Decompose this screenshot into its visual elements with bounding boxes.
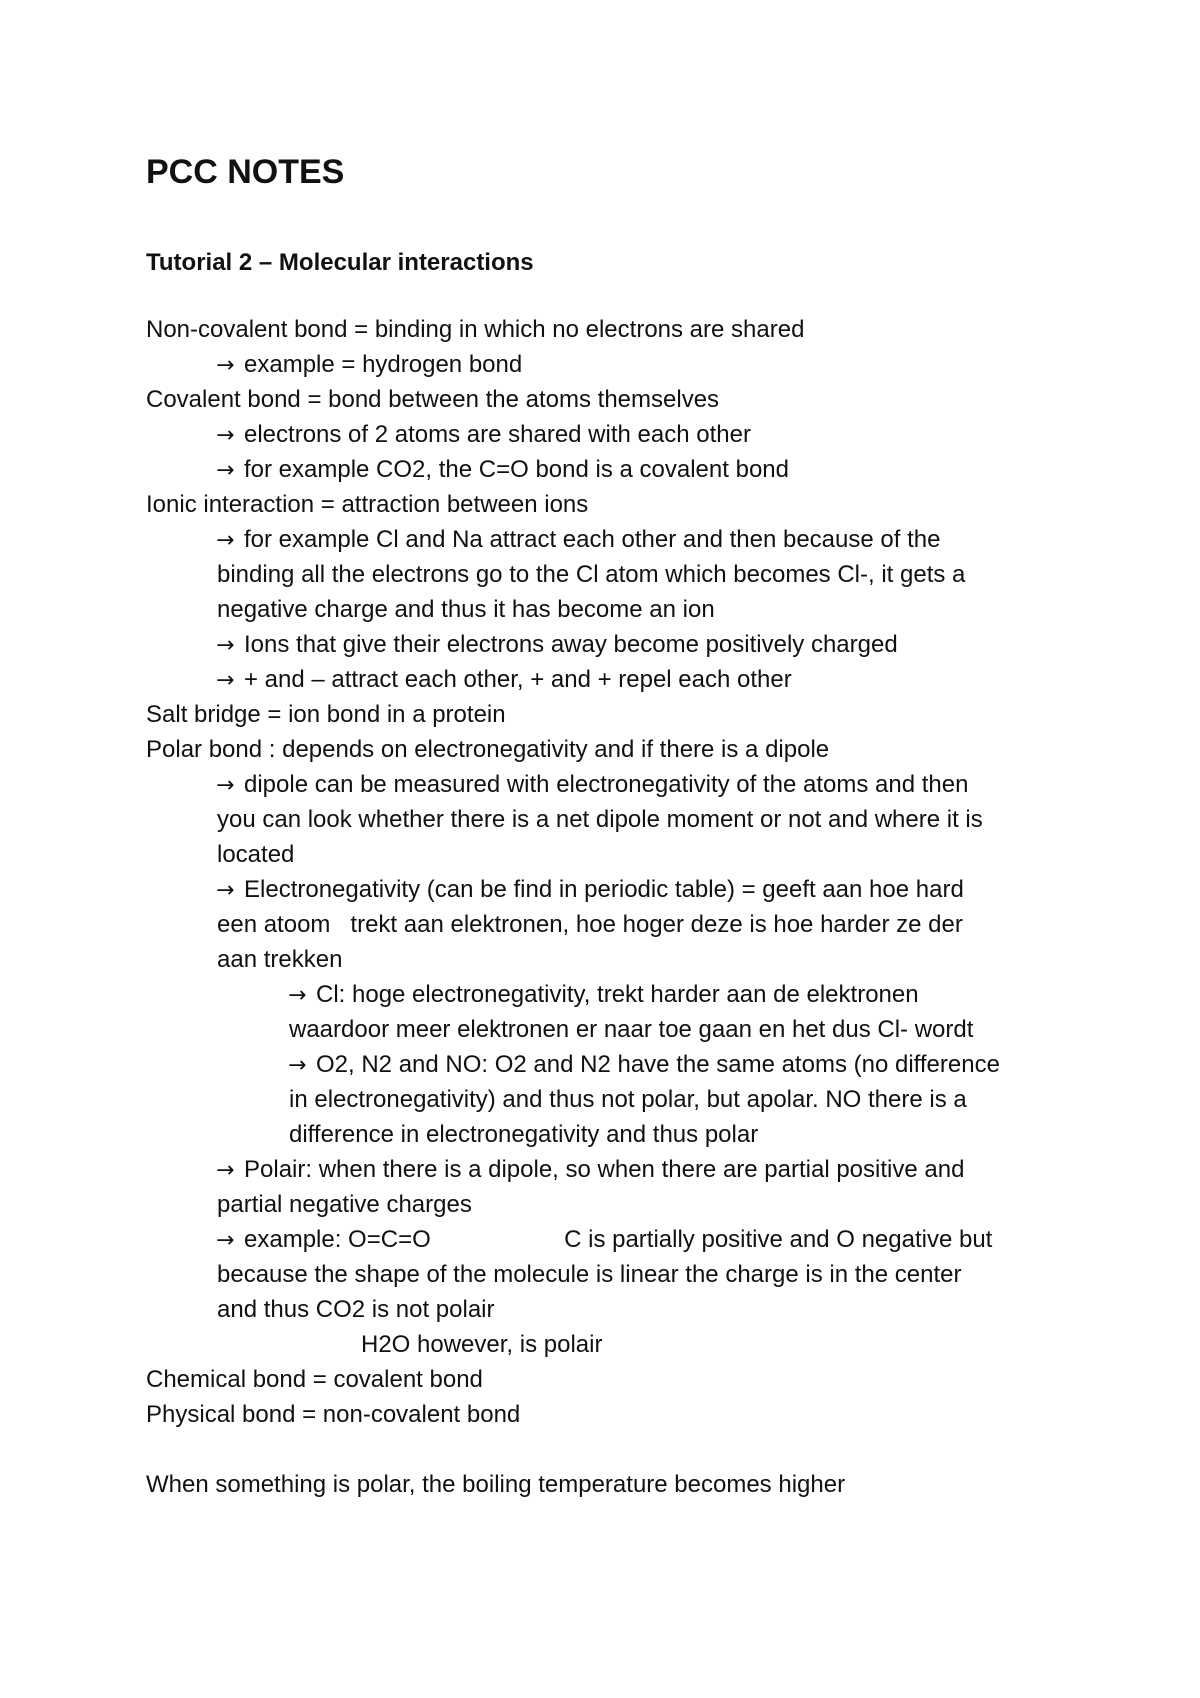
note-line: you can look whether there is a net dipole moment or not and where it is: [217, 806, 983, 833]
note-line: negative charge and thus it has become an ion: [217, 596, 715, 623]
note-line: → for example Cl and Na attract each other and then because of the: [146, 522, 1106, 557]
arrow-icon: →: [216, 1228, 235, 1253]
note-line: Ionic interaction = attraction between ions: [146, 491, 589, 518]
note-line: → O2, N2 and NO: O2 and N2 have the same atoms (no difference: [146, 1047, 1106, 1082]
note-line: binding all the electrons go to the Cl atom which becomes Cl-, it gets a: [217, 561, 966, 588]
page-title: PCC NOTES: [146, 153, 345, 191]
note-line: Covalent bond = bond between the atoms themselves: [146, 386, 720, 413]
note-line: H2O however, is polair: [361, 1331, 603, 1358]
note-line: in electronegativity) and thus not polar, but apolar. NO there is a: [289, 1086, 967, 1113]
arrow-icon: →: [216, 633, 235, 658]
note-line: waardoor meer elektronen er naar toe gaan en het dus Cl- wordt: [289, 1016, 974, 1043]
note-line: → Polair: when there is a dipole, so when there are partial positive and: [146, 1152, 1106, 1187]
arrow-icon: →: [216, 878, 235, 903]
note-line: → Electronegativity (can be find in periodic table) = geeft aan hoe hard: [146, 872, 1106, 907]
arrow-icon: →: [288, 983, 307, 1008]
note-line: aan trekken: [217, 946, 343, 973]
note-line: difference in electronegativity and thus polar: [289, 1121, 759, 1148]
note-line: → electrons of 2 atoms are shared with each other: [146, 417, 1106, 452]
note-line: When something is polar, the boiling temperature becomes higher: [146, 1471, 846, 1498]
note-line: → Cl: hoge electronegativity, trekt harder aan de elektronen: [146, 977, 1106, 1012]
note-line: → example: O=C=O C is partially positive and O negative but: [146, 1222, 1106, 1257]
section-heading: Tutorial 2 – Molecular interactions: [146, 249, 534, 276]
arrow-icon: →: [216, 1158, 235, 1183]
note-line: partial negative charges: [217, 1191, 472, 1218]
arrow-icon: →: [216, 773, 235, 798]
note-line: een atoom trekt aan elektronen, hoe hoger deze is hoe harder ze der: [217, 911, 963, 938]
arrow-icon: →: [216, 528, 235, 553]
note-line: because the shape of the molecule is linear the charge is in the center: [217, 1261, 962, 1288]
note-line: → example = hydrogen bond: [146, 347, 1106, 382]
note-line: located: [217, 841, 295, 868]
arrow-icon: →: [216, 668, 235, 693]
note-line: and thus CO2 is not polair: [217, 1296, 495, 1323]
arrow-icon: →: [216, 423, 235, 448]
note-line: → for example CO2, the C=O bond is a covalent bond: [146, 452, 1106, 487]
arrow-icon: →: [216, 458, 235, 483]
note-line: → dipole can be measured with electronegativity of the atoms and then: [146, 767, 1106, 802]
arrow-icon: →: [288, 1053, 307, 1078]
note-line: Physical bond = non-covalent bond: [146, 1401, 521, 1428]
arrow-icon: →: [216, 353, 235, 378]
note-line: Salt bridge = ion bond in a protein: [146, 701, 506, 728]
note-line: Chemical bond = covalent bond: [146, 1366, 483, 1393]
note-line: Non-covalent bond = binding in which no electrons are shared: [146, 316, 805, 343]
note-line: → + and – attract each other, + and + repel each other: [146, 662, 1106, 697]
blank-line: [146, 1432, 1106, 1467]
note-line: Polar bond : depends on electronegativity and if there is a dipole: [146, 736, 830, 763]
note-line: → Ions that give their electrons away become positively charged: [146, 627, 1106, 662]
notes-body: [146, 312, 1106, 1502]
